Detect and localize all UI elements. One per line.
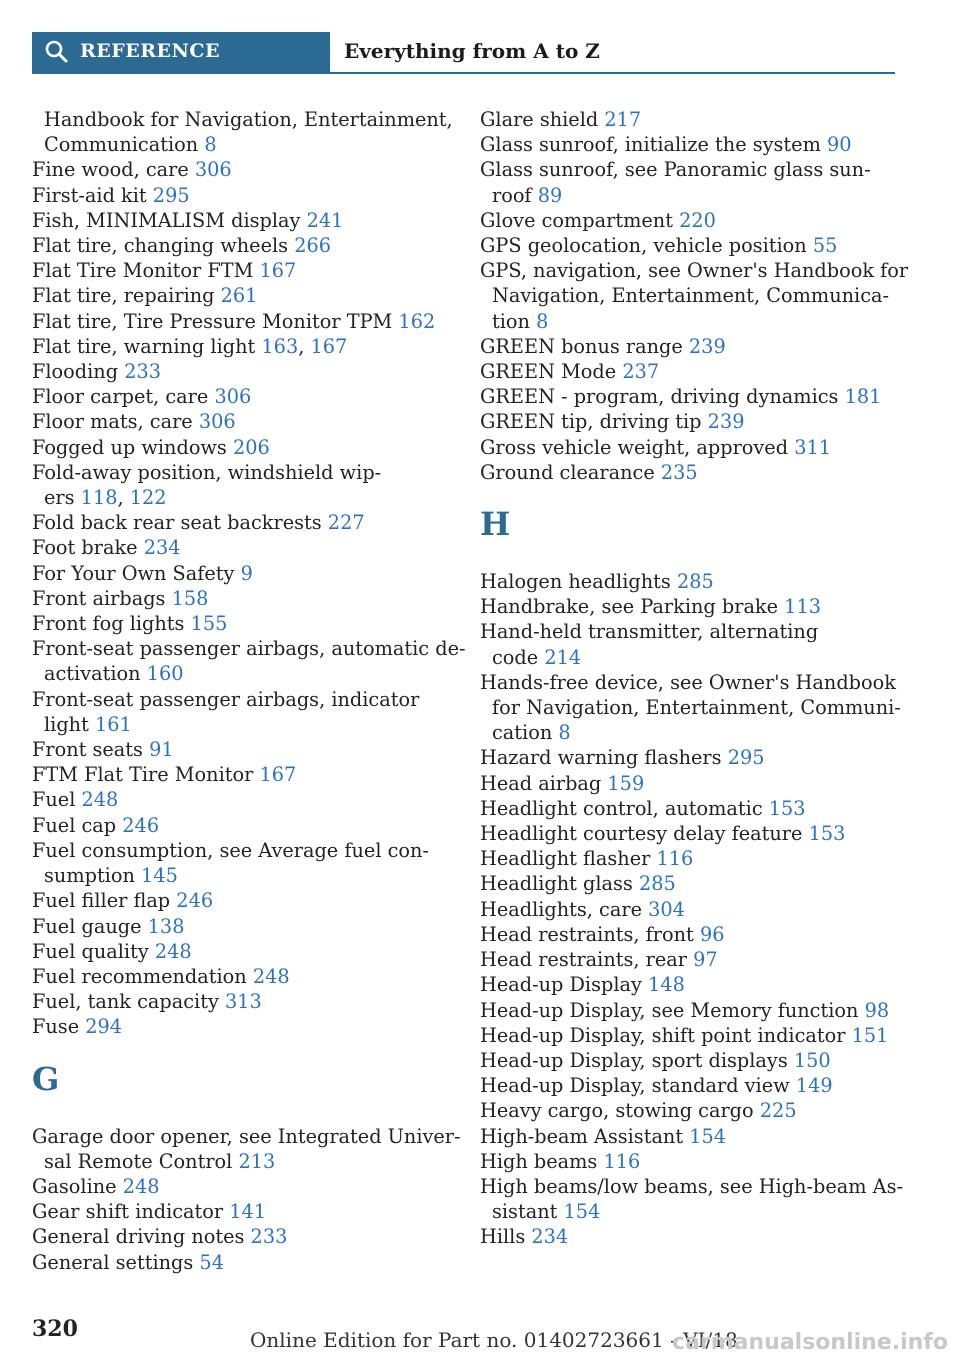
entry-text: FTM Flat Tire Monitor (32, 763, 254, 787)
entry-text: Headlight flasher (480, 847, 651, 871)
index-entry (32, 586, 452, 611)
index-entry (32, 838, 452, 863)
index-entry-continuation (480, 183, 895, 208)
entry-text: High beams (480, 1149, 598, 1173)
index-entry (480, 435, 895, 460)
search-icon (44, 39, 68, 63)
page-link[interactable]: 153 (768, 796, 806, 820)
index-entry (480, 771, 895, 796)
page-link[interactable]: 167 (259, 763, 297, 787)
index-entry (32, 813, 452, 838)
page-link[interactable]: 306 (214, 385, 252, 409)
index-entry (32, 384, 452, 409)
page-link[interactable]: 159 (607, 771, 645, 795)
index-entry (32, 183, 452, 208)
entry-text: Fuel, tank capacity (32, 990, 219, 1014)
index-entry (480, 1023, 895, 1048)
entry-text: Front airbags (32, 586, 166, 610)
index-entry-continuation (32, 1149, 452, 1174)
index-entry (480, 1073, 895, 1098)
index-entry (480, 922, 895, 947)
entry-text: Headlight courtesy delay feature (480, 822, 803, 846)
index-entry (480, 1149, 895, 1174)
page-link[interactable]: 181 (844, 385, 882, 409)
index-entry (480, 460, 895, 485)
index-entry (480, 569, 895, 594)
entry-text: light (44, 712, 89, 736)
index-entry (480, 897, 895, 922)
index-entry-continuation: ers 118, 122 (44, 486, 167, 510)
entry-text: First-aid kit (32, 183, 147, 207)
index-entry (480, 1048, 895, 1073)
index-entry (32, 1014, 452, 1039)
index-entry-continuation (32, 107, 452, 132)
entry-text: Fuel gauge (32, 914, 142, 938)
entry-text: Fogged up windows (32, 435, 227, 459)
index-entry-continuation (480, 695, 901, 720)
index-entry (32, 1224, 452, 1249)
page-link[interactable]: 246 (176, 889, 214, 913)
entry-text: Hills (480, 1225, 526, 1249)
index-entry (480, 208, 895, 233)
entry-text: General settings (32, 1250, 194, 1274)
index-entry (480, 745, 895, 770)
entry-text: Flat tire, repairing (32, 284, 215, 308)
page-link[interactable]: 285 (676, 570, 714, 594)
index-entry (32, 535, 452, 560)
entry-text: Fuel cap (32, 813, 117, 837)
entry-text: Front fog lights (32, 612, 185, 636)
index-entry (480, 619, 895, 644)
index-entry (480, 233, 895, 258)
entry-text: High beams/low beams, see High-beam As- (480, 1174, 903, 1198)
page-link[interactable]: 235 (660, 460, 698, 484)
page-link[interactable]: 160 (146, 662, 184, 686)
index-entry-continuation (32, 712, 452, 737)
entry-text: tion (492, 309, 530, 333)
index-entry (480, 998, 895, 1023)
entry-text: Flat tire, Tire Pressure Monitor TPM (32, 309, 393, 333)
index-entry (32, 989, 452, 1014)
index-entry (32, 233, 452, 258)
entry-text: Flooding (32, 360, 119, 384)
watermark: carmanualsonline.info (672, 1330, 948, 1355)
entry-text: Fold-away position, windshield wip- (32, 460, 382, 484)
index-entry (32, 309, 452, 334)
page-title: Everything from A to Z (344, 39, 600, 63)
entry-text: sal Remote Control (44, 1149, 233, 1173)
index-entry-continuation (480, 720, 895, 745)
page-link[interactable]: 89 (537, 183, 563, 207)
entry-text: Head airbag (480, 771, 602, 795)
page-link[interactable]: 227 (327, 511, 365, 535)
page-link[interactable]: 306 (198, 410, 236, 434)
page-link[interactable]: 90 (827, 133, 852, 157)
page-link[interactable]: 214 (544, 645, 582, 669)
index-entry (32, 460, 452, 485)
index-entry (32, 208, 452, 233)
entry-text: for Navigation, Entertainment, Communi- (492, 696, 901, 720)
entry-text: Flat Tire Monitor FTM (32, 259, 254, 283)
index-entry (32, 939, 452, 964)
index-entry (480, 384, 895, 409)
entry-text: cation (492, 721, 553, 745)
entry-text: ers (44, 486, 75, 510)
index-entry (480, 1224, 895, 1249)
entry-text: GREEN - program, driving dynamics (480, 385, 839, 409)
page-link[interactable]: 206 (232, 435, 270, 459)
entry-text: sumption (44, 864, 135, 888)
page-link[interactable]: 96 (699, 922, 725, 946)
page-link[interactable]: 148 (648, 973, 685, 997)
index-entry (32, 787, 452, 812)
entry-text: Head restraints, front (480, 922, 694, 946)
index-entry-continuation (480, 645, 895, 670)
entry-text: Heavy cargo, stowing cargo (480, 1099, 754, 1123)
entry-text: Fuel quality (32, 939, 149, 963)
page-link[interactable]: 295 (152, 183, 190, 207)
page-link[interactable]: 234 (143, 536, 181, 560)
index-entry (480, 157, 895, 182)
index-entry (32, 157, 452, 182)
page-link[interactable]: 116 (656, 847, 694, 871)
page-link[interactable]: 163 (261, 334, 299, 358)
page-link[interactable]: 8 (536, 309, 549, 333)
entry-text: code (492, 645, 539, 669)
index-column-left (32, 107, 466, 1275)
index-entry (32, 283, 452, 308)
entry-text: Fuel filler flap (32, 889, 171, 913)
page-link[interactable]: 311 (794, 435, 831, 459)
page-link[interactable]: 248 (252, 964, 290, 988)
page-link[interactable]: 248 (154, 939, 192, 963)
page-link[interactable]: 248 (122, 1174, 160, 1198)
section-letter: H (480, 505, 511, 544)
entry-text: Handbrake, see Parking brake (480, 595, 779, 619)
index-entry (32, 435, 452, 460)
page-link[interactable]: 266 (294, 234, 332, 258)
index-entry (480, 258, 909, 283)
page-link[interactable]: 154 (689, 1124, 727, 1148)
index-entry (480, 132, 895, 157)
page-link[interactable]: 155 (190, 612, 228, 636)
page-link[interactable]: 261 (220, 284, 258, 308)
entry-text: GREEN tip, driving tip (480, 410, 702, 434)
index-entry (32, 737, 452, 762)
entry-text: Head-up Display, see Memory function (480, 998, 859, 1022)
entry-text: Foot brake (32, 536, 138, 560)
page-link[interactable]: 116 (603, 1149, 641, 1173)
entry-text: Gasoline (32, 1174, 117, 1198)
page-link[interactable]: 97 (693, 948, 718, 972)
page-link[interactable]: 161 (94, 712, 132, 736)
entry-text: GREEN Mode (480, 360, 617, 384)
index-entry (32, 258, 452, 283)
index-entry-continuation (32, 661, 452, 686)
entry-text: Fine wood, care (32, 158, 189, 182)
index-column-right (480, 107, 909, 1250)
page-link[interactable]: 248 (81, 788, 119, 812)
entry-text: For Your Own Safety (32, 561, 235, 585)
page-link[interactable]: 233 (124, 360, 161, 384)
index-entry (480, 1174, 903, 1199)
index-entry (480, 1124, 895, 1149)
page-link[interactable]: 150 (793, 1048, 831, 1072)
index-entry (32, 1124, 461, 1149)
entry-text: Glare shield (480, 108, 599, 131)
index-entry (32, 1250, 452, 1275)
page-link[interactable]: 294 (85, 1015, 123, 1039)
index-entry (480, 821, 895, 846)
index-entry (480, 871, 895, 896)
index-entry (32, 888, 452, 913)
entry-text: Headlight glass (480, 872, 633, 896)
page-link[interactable]: 295 (727, 746, 765, 770)
entry-text: Glass sunroof, initialize the system (480, 133, 821, 157)
page-link[interactable]: 8 (558, 721, 571, 745)
entry-text: Ground clearance (480, 460, 655, 484)
entry-text: Garage door opener, see Integrated Univer- (32, 1124, 461, 1148)
index-entry (32, 409, 452, 434)
entry-text: Head-up Display (480, 973, 642, 997)
page-link[interactable]: 153 (808, 822, 846, 846)
entry-text: Hands-free device, see Owner's Handbook (480, 670, 896, 694)
entry-text: Flat tire, changing wheels (32, 234, 289, 258)
index-entry (32, 687, 452, 712)
index-entry (32, 914, 452, 939)
index-entry (32, 611, 452, 636)
index-entry-continuation (480, 309, 895, 334)
index-entry (480, 359, 895, 384)
entry-text: Navigation, Entertainment, Communica- (492, 284, 890, 308)
entry-text: Head-up Display, shift point indicator (480, 1023, 846, 1047)
entry-text: Front-seat passenger airbags, indicator (32, 687, 420, 711)
index-entry (32, 359, 452, 384)
page-link[interactable]: 113 (784, 595, 821, 619)
entry-text: Gross vehicle weight, approved (480, 435, 789, 459)
index-entry (480, 1098, 895, 1123)
index-entry (480, 947, 895, 972)
entry-text: Glass sunroof, see Panoramic glass sun- (480, 158, 871, 182)
entry-text: Communication (44, 133, 199, 157)
index-entry-continuation (480, 1199, 895, 1224)
page-link[interactable]: 306 (194, 158, 232, 182)
index-entry (480, 409, 895, 434)
entry-text: Floor mats, care (32, 410, 193, 434)
page-link[interactable]: 8 (204, 133, 217, 157)
index-entry (480, 107, 895, 132)
index-entry (480, 972, 895, 997)
page-link[interactable]: 241 (306, 208, 344, 232)
page-link[interactable]: 55 (812, 234, 838, 258)
page-link[interactable]: 118 (80, 486, 118, 510)
entry-text: Handbook for Navigation, Entertainment, (44, 108, 453, 131)
footer-edition: Online Edition for Part no. 01402723661 - VI/18 (250, 1328, 738, 1352)
entry-text: Head restraints, rear (480, 948, 688, 972)
page-link[interactable]: 234 (531, 1225, 569, 1249)
page-link[interactable]: 313 (224, 990, 262, 1014)
entry-text: Headlights, care (480, 897, 642, 921)
index-entry (32, 1174, 452, 1199)
page-link[interactable]: 246 (122, 813, 160, 837)
page-link[interactable]: 304 (648, 897, 685, 921)
page-link[interactable]: 220 (679, 208, 716, 232)
index-entry (32, 561, 452, 586)
entry-text: Flat tire, warning light (32, 334, 256, 358)
entry-text: Headlight control, automatic (480, 796, 763, 820)
entry-text: Glove compartment (480, 208, 673, 232)
index-entry (32, 964, 452, 989)
index-entry (32, 1199, 452, 1224)
entry-text: Fold back rear seat backrests (32, 511, 322, 535)
page-link[interactable]: 151 (851, 1023, 889, 1047)
page-link[interactable]: 167 (310, 334, 348, 358)
page-link[interactable]: 158 (171, 586, 209, 610)
entry-text: GREEN bonus range (480, 334, 683, 358)
entry-text: Halogen headlights (480, 570, 671, 594)
entry-text: Fuel recommendation (32, 964, 247, 988)
entry-text: Hazard warning flashers (480, 746, 722, 770)
page-link[interactable]: 225 (759, 1099, 797, 1123)
index-entry (480, 796, 895, 821)
page-link[interactable]: 162 (398, 309, 436, 333)
index-entry-continuation (480, 283, 895, 308)
page-link[interactable]: 167 (259, 259, 297, 283)
page-link[interactable]: 239 (688, 334, 726, 358)
page-link[interactable]: 145 (141, 864, 178, 888)
page-link[interactable]: 285 (638, 872, 676, 896)
page-link[interactable]: 233 (250, 1225, 288, 1249)
entry-text: roof (492, 183, 532, 207)
page-link[interactable]: 149 (795, 1074, 833, 1098)
index-entry (480, 670, 895, 695)
entry-text: Head-up Display, sport displays (480, 1048, 788, 1072)
page-link[interactable]: 91 (149, 738, 174, 762)
index-entry (480, 334, 895, 359)
page-link[interactable]: 141 (229, 1200, 267, 1224)
entry-text: Front seats (32, 738, 143, 762)
index-entry (32, 636, 466, 661)
index-entry: Flat tire, warning light 163, 167 (32, 334, 348, 358)
section-letter: G (32, 1059, 60, 1098)
page-link[interactable]: 122 (129, 486, 167, 510)
page-link[interactable]: 138 (147, 914, 185, 938)
index-entry (32, 762, 452, 787)
index-entry-continuation (32, 863, 452, 888)
page-link[interactable]: 9 (240, 561, 253, 585)
entry-text: Fuel consumption, see Average fuel con- (32, 838, 429, 862)
entry-text: activation (44, 662, 141, 686)
page-number: 320 (32, 1316, 78, 1342)
entry-text: Fuse (32, 1015, 80, 1039)
page-header (32, 32, 895, 74)
entry-text: General driving notes (32, 1225, 245, 1249)
entry-text: Fish, MINIMALISM display (32, 208, 301, 232)
entry-text: GPS geolocation, vehicle position (480, 234, 807, 258)
section-label: REFERENCE (80, 40, 220, 62)
index-entry (480, 594, 895, 619)
entry-text: Floor carpet, care (32, 385, 209, 409)
entry-text: High-beam Assistant (480, 1124, 684, 1148)
index-entry (32, 510, 452, 535)
entry-text: Gear shift indicator (32, 1200, 224, 1224)
entry-text: Front-seat passenger airbags, automatic de- (32, 637, 466, 661)
page-link[interactable]: 98 (864, 998, 890, 1022)
entry-text: Hand-held transmitter, alternating (480, 620, 819, 644)
index-entry-continuation (32, 132, 452, 157)
page-link[interactable]: 54 (199, 1250, 224, 1274)
entry-text: Fuel (32, 788, 76, 812)
section-tab (32, 32, 330, 72)
entry-text: Head-up Display, standard view (480, 1074, 790, 1098)
page-link[interactable]: 217 (604, 108, 642, 131)
entry-text: sistant (492, 1200, 558, 1224)
entry-text: GPS, navigation, see Owner's Handbook for (480, 259, 909, 283)
page-link[interactable]: 213 (238, 1149, 276, 1173)
page-link[interactable]: 154 (563, 1200, 601, 1224)
page-link[interactable]: 237 (622, 360, 660, 384)
page-link[interactable]: 239 (707, 410, 745, 434)
index-entry (480, 846, 895, 871)
